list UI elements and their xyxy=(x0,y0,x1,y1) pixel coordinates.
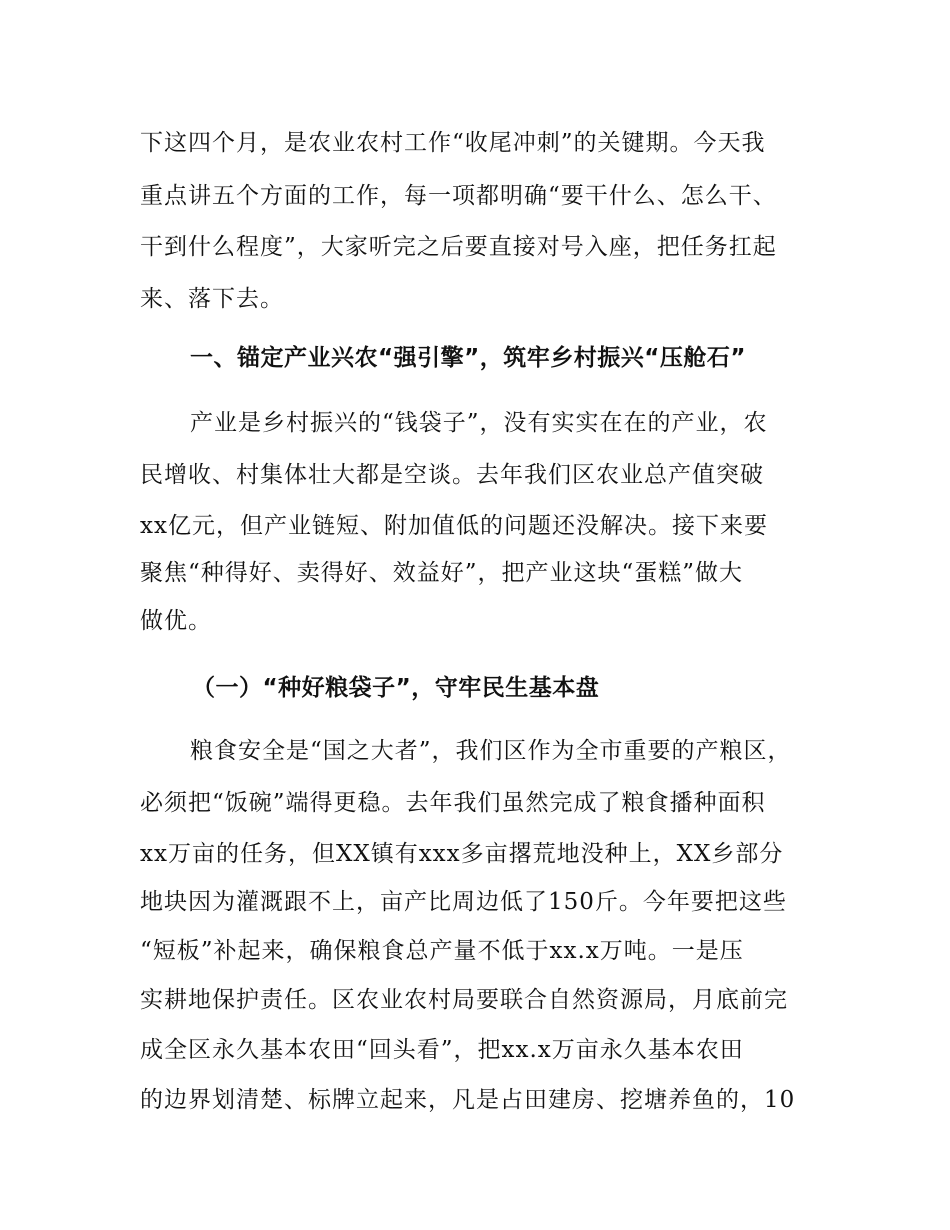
subsection-1-line-2: 必须把“饭碗”端得更稳。去年我们虽然完成了粮食播种面积 xyxy=(140,790,766,816)
section-1-line-1: 产业是乡村振兴的“钱袋子”，没有实实在在的产业，农 xyxy=(190,410,768,436)
subsection-1-line-3: xx万亩的任务，但XX镇有xxx多亩撂荒地没种上，XX乡部分 xyxy=(140,841,784,867)
section-1-heading: 一、锚定产业兴农“强引擎”，筑牢乡村振兴“压舱石” xyxy=(190,345,746,371)
intro-line-1: 下这四个月，是农业农村工作“收尾冲刺”的关键期。今天我 xyxy=(140,130,766,156)
subsection-1-line-6: 实耕地保护责任。区农业农村局要联合自然资源局，月底前完 xyxy=(140,987,788,1013)
subsection-1-heading: （一）“种好粮袋子”，守牢民生基本盘 xyxy=(192,675,600,701)
subsection-1-line-4: 地块因为灌溉跟不上，亩产比周边低了150斤。今年要把这些 xyxy=(140,889,787,915)
intro-line-2: 重点讲五个方面的工作，每一项都明确“要干什么、怎么干、 xyxy=(140,183,777,209)
subsection-1-line-7: 成全区永久基本农田“回头看”，把xx.x万亩永久基本农田 xyxy=(140,1037,744,1063)
intro-line-3: 干到什么程度”，大家听完之后要直接对号入座，把任务扛起 xyxy=(140,234,777,260)
subsection-1-line-5: “短板”补起来，确保粮食总产量不低于xx.x万吨。一是压 xyxy=(140,938,744,964)
subsection-1-line-8: 的边界划清楚、标牌立起来，凡是占田建房、挖塘养鱼的，10 xyxy=(140,1087,796,1113)
intro-line-4: 来、落下去。 xyxy=(140,286,284,312)
section-1-line-5: 做优。 xyxy=(140,608,212,634)
subsection-1-line-1: 粮食安全是“国之大者”，我们区作为全市重要的产粮区， xyxy=(190,738,792,764)
section-1-line-3: xx亿元，但产业链短、附加值低的问题还没解决。接下来要 xyxy=(140,513,768,539)
section-1-line-2: 民增收、村集体壮大都是空谈。去年我们区农业总产值突破 xyxy=(140,462,764,488)
section-1-line-4: 聚焦“种得好、卖得好、效益好”，把产业这块“蛋糕”做大 xyxy=(140,560,744,586)
